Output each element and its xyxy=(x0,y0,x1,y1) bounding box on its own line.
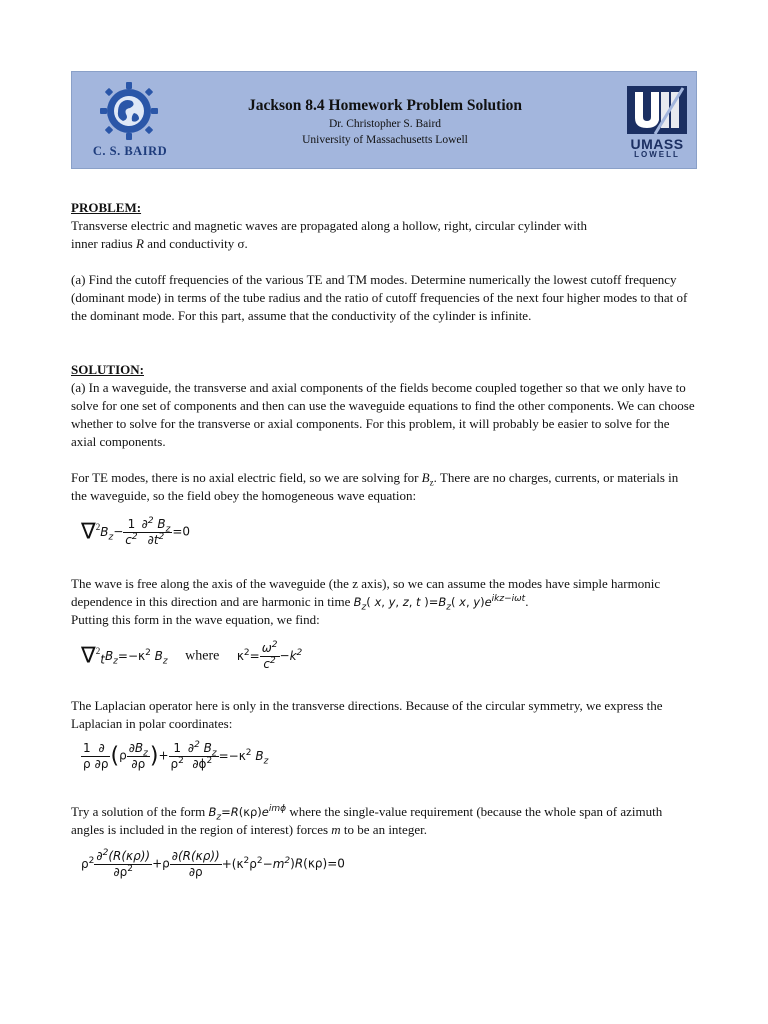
bz-variable: B xyxy=(421,470,430,485)
solution-para3 xyxy=(71,575,697,629)
solution-para3c: Putting this form in the wave equation, we find: xyxy=(71,612,320,627)
transverse-wave-equation: $\nabla^2_tB_z=-\kappa^2$ $B_z$ where $\kappa^2=$ $\frac{\omega^2}{c^2}$ $-k^2$ xyxy=(81,640,303,671)
cs-baird-label: C. S. BAIRD xyxy=(92,144,168,158)
header-banner xyxy=(71,71,697,169)
document-body xyxy=(71,199,697,899)
harmonic-form: $B_z$( x, y, z, t )$=B_z$( x, $y)e^{ikz-i\omega t}$ xyxy=(353,594,526,613)
header-text xyxy=(192,96,578,148)
bessel-equation: $\rho^2$ $\frac{\partial^2(R(\kappa\rho))}{\partial\rho^2}$ +ρ $\frac{\partial(R(\kappa\rho))}{\partial\rho}$ $+(\kappa^2\rho^2-m^2)R(\kappa\rho)=0$ xyxy=(81,848,345,879)
problem-heading: PROBLEM: xyxy=(71,200,142,215)
problem-intro-line2b: and conductivity σ. xyxy=(143,236,248,251)
solution-para5a: Try a solution of the form xyxy=(71,804,209,819)
solution-para4: The Laplacian operator here is only in the transverse directions. Because of the circular symmetry, we express the Laplacian in polar coordinates: xyxy=(71,698,663,731)
solution-para2a: For TE modes, there is no axial electric field, so we are solving for xyxy=(71,470,422,485)
wave-equation: $\nabla^2B_z-$ $\frac{1}{c^2}$ $\frac{\partial^2 B_z}{\partial t^2}$ =0 xyxy=(81,516,191,547)
umass-label: UMASS xyxy=(630,136,684,152)
solution-para3a: The wave is free along the axis of the waveguide (the z axis), so we can assume the modes have simple harmonic dependence in this direction and are harmonic in time xyxy=(71,576,661,609)
radius-variable: R xyxy=(135,236,144,251)
problem-intro-line1: Transverse electric and magnetic waves are propagated along a hollow, right, circular cylinder with xyxy=(71,218,587,233)
trial-solution: $B_z=R(\kappa\rho)e^{im\phi}$ xyxy=(208,804,287,823)
document-title: Jackson 8.4 Homework Problem Solution xyxy=(248,97,522,114)
solution-para2 xyxy=(71,469,697,505)
problem-intro-line2a: inner radius xyxy=(71,236,136,251)
lowell-label: LOWELL xyxy=(634,150,680,159)
where-label: where xyxy=(185,648,220,664)
solution-heading: SOLUTION: xyxy=(71,362,144,377)
m-variable: m xyxy=(331,822,341,837)
gear-globe-icon xyxy=(90,80,168,142)
solution-para5b: where the single-value requirement (because the whole span of azimuth angles is included in the region of interest) forces xyxy=(71,804,663,837)
institution-name: University of Massachusetts Lowell xyxy=(302,134,468,146)
solution-para1: (a) In a waveguide, the transverse and axial components of the fields become coupled together so that we only have to solve for one set of components and then can use the waveguide equations to find the other components. We can choose whether to solve for the transverse or axial components. For this problem, it will probably be easier to solve for the axial components. xyxy=(71,380,695,449)
author-name: Dr. Christopher S. Baird xyxy=(328,118,442,130)
polar-laplacian-equation: $\frac{1}{\rho}$ $\frac{\partial}{\partial\rho}$ (ρ $\frac{\partial B_z}{\partial\rho}$ )+ $\frac{1}{\rho^2}$ $\frac{\partial^2 B_z}{\partial\phi^2}$ $=-\kappa^2$ $B_z$ xyxy=(83,740,269,771)
solution-para5c: to be an integer. xyxy=(340,822,427,837)
cs-baird-logo xyxy=(84,80,174,162)
solution-para3b: . xyxy=(525,594,529,609)
umass-lowell-logo xyxy=(625,84,689,162)
solution-para5 xyxy=(71,803,697,839)
solution-para2b: . There are no charges, currents, or materials in the waveguide, so the field obey the homogeneous wave equation: xyxy=(71,470,679,503)
problem-part-a: (a) Find the cutoff frequencies of the various TE and TM modes. Determine numerically the lowest cutoff frequency (dominant mode) in terms of the tube radius and the ratio of cutoff frequencies of the next four higher modes to that of the dominant mode. For this part, assume that the conductivity of the cylinder is infinite. xyxy=(71,272,688,323)
umass-emblem-icon xyxy=(625,84,689,136)
problem-intro xyxy=(71,217,697,253)
bz-subscript: z xyxy=(429,477,434,488)
